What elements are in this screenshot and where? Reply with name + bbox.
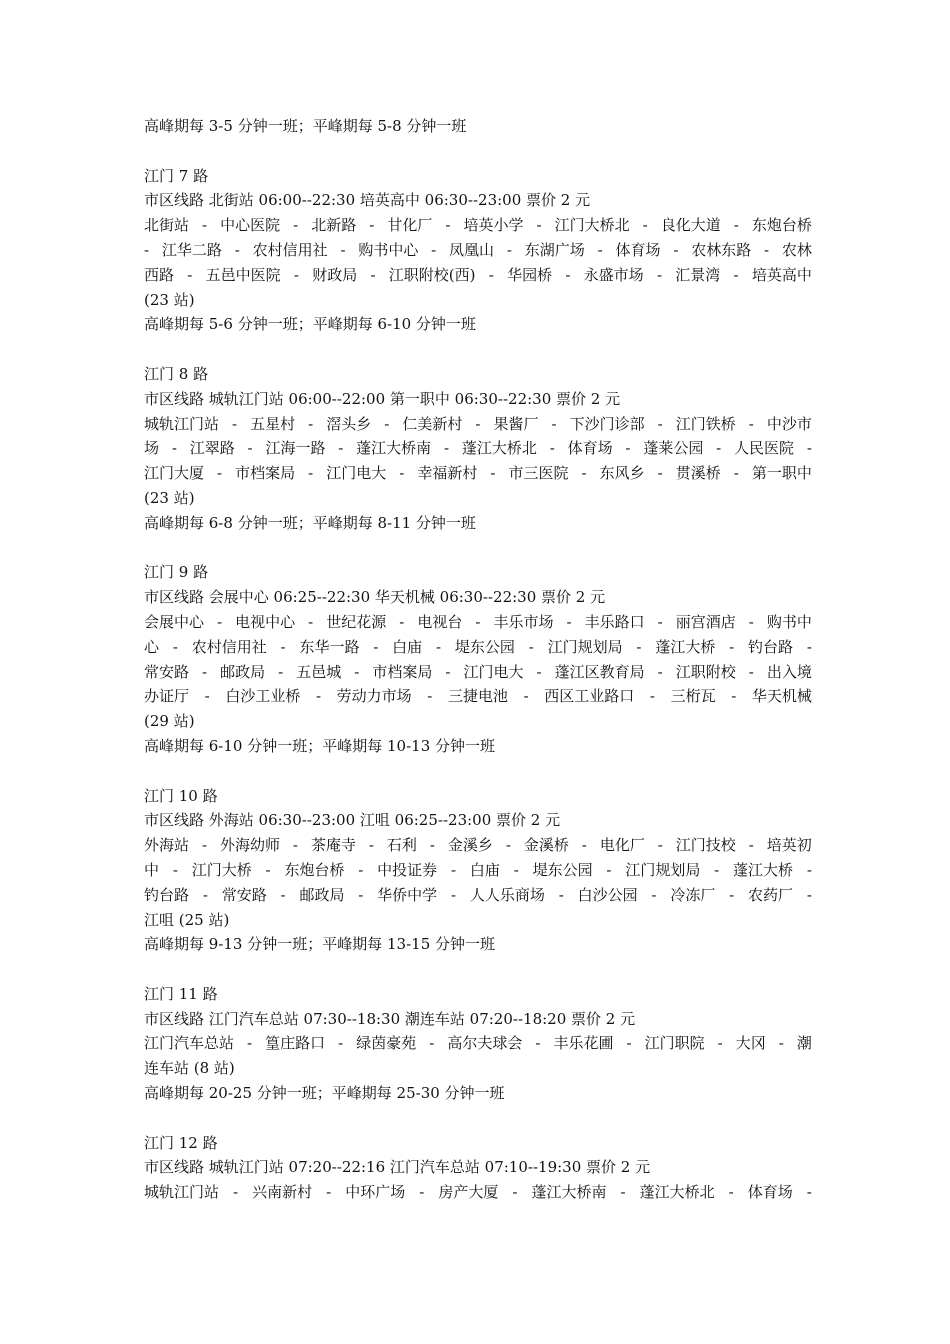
stop-separator: - (806, 860, 812, 879)
stop-name: 江门规划局 (625, 860, 701, 879)
route-title: 江门 11 路 (144, 984, 218, 1003)
stop-separator: - (535, 1034, 541, 1053)
route-stops-line (144, 833, 812, 858)
stop-name: 江门大桥北 (554, 216, 630, 235)
stop-separator: - (673, 240, 679, 259)
stop-separator: - (429, 1034, 435, 1053)
stop-name: 江门电大 (326, 464, 387, 483)
stop-name: 绿茵豪苑 (356, 1034, 417, 1053)
stop-separator: - (308, 612, 314, 631)
stop-name: 蓬江大桥 (655, 637, 716, 656)
route-6-frequency: 高峰期每 3-5 分钟一班；平峰期每 5-8 分钟一班 (144, 117, 467, 135)
stop-name: 江门电大 (463, 662, 524, 681)
stop-separator: - (201, 836, 208, 855)
stop-name: 农村信用社 (191, 637, 267, 656)
stop-name: 五邑中医院 (205, 265, 281, 284)
stop-separator: - (764, 240, 770, 259)
route-title: 江门 9 路 (144, 563, 209, 582)
stop-name: 蓬江区教育局 (554, 662, 645, 681)
route-frequency: 高峰期每 9-13 分钟一班；平峰期每 13-15 分钟一班 (144, 935, 496, 954)
stop-separator: - (232, 414, 238, 433)
stop-separator: - (806, 1183, 812, 1202)
route-stops-line (144, 238, 812, 263)
route-stops-line (144, 213, 812, 238)
stop-name: 场 (144, 439, 160, 458)
route-stop-count: (23 站) (144, 290, 195, 309)
stop-separator: - (217, 464, 223, 483)
stop-name: 凤凰山 (449, 240, 495, 259)
stop-separator: - (338, 1034, 344, 1053)
route-title: 江门 7 路 (144, 166, 209, 185)
route-info: 市区线路 北街站 06:00--22:30 培英高中 06:30--23:00 票价 2 元 (144, 191, 591, 210)
stop-name: 电视中心 (235, 612, 296, 631)
stop-name: 白庙 (392, 637, 423, 656)
stop-separator: - (204, 687, 210, 706)
stop-separator: - (292, 836, 298, 855)
stop-separator: - (233, 1183, 239, 1202)
stop-name: 北街站 (144, 216, 190, 235)
stop-name: 中投证券 (377, 860, 438, 879)
stop-name: 丰乐路口 (584, 612, 645, 631)
route-stops-line (144, 883, 812, 908)
stop-name: 华园桥 (507, 265, 553, 284)
route-title: 江门 10 路 (144, 786, 218, 805)
stop-separator: - (370, 265, 376, 284)
route-stops-line (144, 1031, 812, 1056)
stop-name: 中沙市 (766, 414, 812, 433)
stop-name: 邮政局 (220, 662, 266, 681)
stop-name: 电视台 (417, 612, 463, 631)
stop-separator: - (202, 885, 208, 904)
stop-separator: - (368, 836, 374, 855)
stop-name: 江门职院 (644, 1034, 705, 1053)
stop-separator: - (435, 637, 442, 656)
stop-separator: - (280, 637, 286, 656)
stop-name: 冷冻厂 (670, 885, 716, 904)
stop-separator: - (642, 216, 648, 235)
stop-separator: - (806, 439, 812, 458)
stop-name: 蓬江大桥南 (531, 1183, 607, 1202)
stop-separator: - (625, 439, 631, 458)
stop-name: 潮 (796, 1034, 812, 1053)
stop-name: 电化厂 (599, 836, 645, 855)
route-stop-count: (29 站) (144, 712, 195, 731)
route-stops-line (144, 412, 812, 437)
stop-name: 丰乐市场 (493, 612, 554, 631)
stop-separator: - (278, 662, 284, 681)
stop-name: 农林东路 (691, 240, 752, 259)
stop-name: 农药厂 (748, 885, 794, 904)
stop-separator: - (450, 885, 457, 904)
stop-separator: - (369, 216, 375, 235)
route-title: 江门 12 路 (144, 1133, 218, 1152)
stop-separator: - (450, 860, 457, 879)
stop-separator: - (651, 885, 657, 904)
stop-separator: - (536, 662, 542, 681)
route-frequency: 高峰期每 6-8 分钟一班；平峰期每 8-11 分钟一班 (144, 513, 476, 532)
route-frequency: 高峰期每 5-6 分钟一班；平峰期每 6-10 分钟一班 (144, 315, 476, 334)
stop-name: 下沙门诊部 (569, 414, 645, 433)
stop-name: 江门汽车总站 (144, 1034, 235, 1053)
stop-separator: - (308, 464, 314, 483)
stop-name: 果酱厂 (493, 414, 539, 433)
stop-separator: - (636, 637, 642, 656)
stop-name: 金溪乡 (447, 836, 493, 855)
stop-name: 农村信用社 (252, 240, 328, 259)
stop-separator: - (729, 637, 735, 656)
stop-separator: - (748, 414, 754, 433)
stop-separator: - (419, 1183, 425, 1202)
stop-separator: - (217, 612, 223, 631)
stop-name: 滘头乡 (326, 414, 372, 433)
stop-separator: - (445, 662, 451, 681)
stop-separator: - (748, 612, 754, 631)
route-stops-line (144, 660, 812, 685)
stop-name: 西区工业路口 (544, 687, 635, 706)
stop-separator: - (171, 439, 177, 458)
stop-name: 白庙 (469, 860, 500, 879)
stop-name: 常安路 (221, 885, 267, 904)
stop-separator: - (657, 662, 663, 681)
stop-name: 三捷电池 (447, 687, 508, 706)
stop-name: 劳动力市场 (336, 687, 412, 706)
stop-name: 体育场 (567, 439, 613, 458)
stop-separator: - (620, 1183, 626, 1202)
stop-name: 仁美新村 (402, 414, 463, 433)
route-info: 市区线路 江门汽车总站 07:30--18:30 潮连车站 07:20--18:20 票价 2 元 (144, 1009, 636, 1028)
stop-name: 江职附校 (675, 662, 736, 681)
stop-name: 蓬江大桥北 (461, 439, 537, 458)
stop-separator: - (431, 240, 437, 259)
stop-name: 出入境 (766, 662, 812, 681)
stop-name: 东炮台桥 (751, 216, 812, 235)
stop-name: 蓬江大桥北 (639, 1183, 715, 1202)
route-stops-line (144, 1180, 812, 1205)
stop-separator: - (338, 439, 344, 458)
route-stops-line (144, 635, 812, 660)
stop-name: 蓬江大桥 (733, 860, 794, 879)
stop-separator: - (717, 1034, 723, 1053)
stop-name: 北新路 (311, 216, 357, 235)
stop-separator: - (565, 265, 571, 284)
stop-name: 东华一路 (299, 637, 360, 656)
route-frequency: 高峰期每 20-25 分钟一班；平峰期每 25-30 分钟一班 (144, 1084, 505, 1103)
stop-name: 白沙工业桥 (225, 687, 301, 706)
stop-separator: - (340, 240, 346, 259)
stop-name: 丰乐花圃 (553, 1034, 614, 1053)
stop-name: 江门规划局 (547, 637, 623, 656)
stop-separator: - (733, 265, 739, 284)
stop-separator: - (247, 439, 253, 458)
stop-separator: - (513, 860, 519, 879)
stop-separator: - (729, 885, 735, 904)
stop-name: 华天机械 (751, 687, 812, 706)
route-stops-line (144, 858, 812, 883)
stop-separator: - (488, 265, 494, 284)
stop-name: 白沙公园 (577, 885, 638, 904)
route-title: 江门 8 路 (144, 364, 209, 383)
route-info: 市区线路 城轨江门站 07:20--22:16 江门汽车总站 07:10--19:30 票价 2 元 (144, 1158, 651, 1177)
stop-name: 购书中 (766, 612, 812, 631)
stop-name: 钓台路 (748, 637, 794, 656)
stop-separator: - (247, 1034, 253, 1053)
stop-name: 蓬江大桥南 (356, 439, 432, 458)
stop-name: 体育场 (747, 1183, 793, 1202)
stop-separator: - (358, 860, 364, 879)
stop-separator: - (733, 216, 739, 235)
stop-name: 人人乐商场 (469, 885, 545, 904)
stop-name: 高尔夫球会 (447, 1034, 523, 1053)
stop-separator: - (566, 612, 572, 631)
stop-separator: - (748, 836, 754, 855)
stop-name: 城轨江门站 (144, 1183, 220, 1202)
stop-separator: - (733, 464, 739, 483)
stop-separator: - (202, 662, 208, 681)
stop-separator: - (202, 216, 208, 235)
stop-separator: - (234, 240, 240, 259)
stop-name: 中心医院 (220, 216, 281, 235)
stop-name: 中环广场 (345, 1183, 406, 1202)
route-stops-line (144, 436, 812, 461)
route-info: 市区线路 城轨江门站 06:00--22:00 第一职中 06:30--22:30 票价 2 元 (144, 389, 621, 408)
stop-separator: - (657, 612, 663, 631)
stop-separator: - (581, 836, 587, 855)
stop-name: 世纪花源 (326, 612, 387, 631)
route-stop-count: (23 站) (144, 488, 195, 507)
stop-separator: - (657, 414, 663, 433)
stop-name: 办证厅 (144, 687, 190, 706)
stop-name: 邮政局 (299, 885, 345, 904)
stop-name: 堤东公园 (454, 637, 515, 656)
stop-separator: - (358, 885, 364, 904)
stop-name: 东湖广场 (524, 240, 585, 259)
stop-name: 五星村 (250, 414, 296, 433)
stop-name: 培英初 (766, 836, 812, 855)
stop-separator: - (384, 414, 390, 433)
stop-separator: - (806, 885, 812, 904)
stop-name: 汇景湾 (675, 265, 721, 284)
stop-separator: - (649, 687, 655, 706)
stop-separator: - (528, 637, 534, 656)
route-info: 市区线路 会展中心 06:25--22:30 华天机械 06:30--22:30 票价 2 元 (144, 588, 606, 607)
stop-separator: - (657, 836, 663, 855)
stop-separator: - (523, 687, 529, 706)
document-page (144, 114, 812, 1205)
stop-name: 三桁瓦 (670, 687, 716, 706)
stop-name: 中 (144, 860, 160, 879)
stop-name: 江华二路 (161, 240, 222, 259)
stop-separator: - (172, 860, 178, 879)
route-stops-last-line: 连车站 (8 站) (144, 1059, 235, 1078)
stop-separator: - (187, 265, 193, 284)
route-stops-last-line: 江咀 (25 站) (144, 910, 230, 929)
stop-name: 培英高中 (751, 265, 812, 284)
stop-name: 体育场 (615, 240, 661, 259)
stop-name: 江门大厦 (144, 464, 205, 483)
stop-name: 江门技校 (675, 836, 736, 855)
stop-separator: - (399, 464, 405, 483)
stop-name: 市档案局 (372, 662, 433, 681)
stop-name: 五邑城 (296, 662, 342, 681)
stop-separator: - (806, 637, 812, 656)
stop-separator: - (326, 1183, 332, 1202)
stop-separator: - (536, 216, 542, 235)
route-frequency: 高峰期每 6-10 分钟一班；平峰期每 10-13 分钟一班 (144, 736, 496, 755)
stop-separator: - (512, 1183, 518, 1202)
stop-separator: - (626, 1034, 632, 1053)
stop-name: 会展中心 (144, 612, 205, 631)
stop-separator: - (443, 439, 450, 458)
stop-separator: - (373, 637, 379, 656)
stop-name: 良化大道 (660, 216, 721, 235)
stop-separator: - (551, 414, 557, 433)
stop-name: 农林 (781, 240, 812, 259)
stop-separator: - (308, 414, 314, 433)
stop-separator: - (280, 885, 286, 904)
stop-name: 财政局 (312, 265, 358, 284)
stop-name: 永盛市场 (583, 265, 644, 284)
stop-name: 外海站 (144, 836, 190, 855)
stop-name: 人民医院 (734, 439, 795, 458)
stop-name: 幸福新村 (417, 464, 478, 483)
stop-separator: - (714, 860, 720, 879)
stop-name: 大冈 (735, 1034, 766, 1053)
stop-separator: - (293, 265, 299, 284)
stop-name: 华侨中学 (377, 885, 438, 904)
stop-separator: - (505, 836, 511, 855)
stop-name: 培英小学 (463, 216, 524, 235)
stop-name: 钓台路 (144, 885, 190, 904)
stop-name: 购书中心 (358, 240, 419, 259)
stop-name: 外海幼师 (219, 836, 280, 855)
stop-name: 江海一路 (265, 439, 326, 458)
stop-name: 甘化厂 (387, 216, 433, 235)
stop-name: 第一职中 (751, 464, 812, 483)
stop-separator: - (716, 439, 722, 458)
stop-separator: - (293, 216, 299, 235)
stop-separator: - (490, 464, 496, 483)
stop-name: 心 (144, 637, 160, 656)
stop-separator: - (427, 687, 433, 706)
stop-separator: - (172, 637, 178, 656)
stop-separator: - (728, 1183, 734, 1202)
stop-separator: - (731, 687, 737, 706)
stop-name: 市三医院 (508, 464, 569, 483)
stop-separator: - (597, 240, 603, 259)
stop-name: 江门大桥 (191, 860, 252, 879)
stop-separator: - (657, 464, 663, 483)
stop-name: 贯溪桥 (675, 464, 721, 483)
stop-name: 常安路 (144, 662, 190, 681)
stop-name: 丽宫酒店 (675, 612, 736, 631)
stop-separator: - (581, 464, 587, 483)
stop-name: 兴南新村 (252, 1183, 313, 1202)
stop-name: 房产大厦 (438, 1183, 499, 1202)
stop-separator: - (315, 687, 322, 706)
stop-separator: - (144, 240, 150, 259)
stop-separator: - (558, 885, 564, 904)
stop-separator: - (354, 662, 360, 681)
stop-name: 城轨江门站 (144, 414, 220, 433)
stop-separator: - (506, 240, 512, 259)
route-stops-line (144, 684, 812, 709)
stop-name: 江职附校(西) (388, 265, 476, 284)
stop-name: 篁庄路口 (265, 1034, 326, 1053)
route-stops-line (144, 610, 812, 635)
stop-name: 堤东公园 (532, 860, 593, 879)
stop-separator: - (475, 414, 481, 433)
stop-separator: - (265, 860, 271, 879)
stop-separator: - (606, 860, 612, 879)
stop-name: 市档案局 (235, 464, 296, 483)
stop-name: 东炮台桥 (284, 860, 345, 879)
route-stops-line (144, 263, 812, 288)
stop-separator: - (445, 216, 451, 235)
stop-name: 茶庵寺 (310, 836, 356, 855)
stop-separator: - (399, 612, 405, 631)
stop-separator: - (549, 439, 555, 458)
stop-separator: - (429, 836, 435, 855)
stop-name: 西路 (144, 265, 175, 284)
stop-name: 金溪桥 (523, 836, 569, 855)
stop-separator: - (656, 265, 663, 284)
stop-separator: - (748, 662, 754, 681)
stop-name: 蓬莱公园 (643, 439, 704, 458)
stop-name: 江翠路 (189, 439, 235, 458)
route-info: 市区线路 外海站 06:30--23:00 江咀 06:25--23:00 票价 2 元 (144, 811, 561, 830)
stop-separator: - (778, 1034, 784, 1053)
stop-separator: - (475, 612, 481, 631)
stop-name: 东风乡 (599, 464, 645, 483)
stop-name: 江门铁桥 (675, 414, 736, 433)
stop-name: 石利 (386, 836, 417, 855)
route-stops-line (144, 461, 812, 486)
